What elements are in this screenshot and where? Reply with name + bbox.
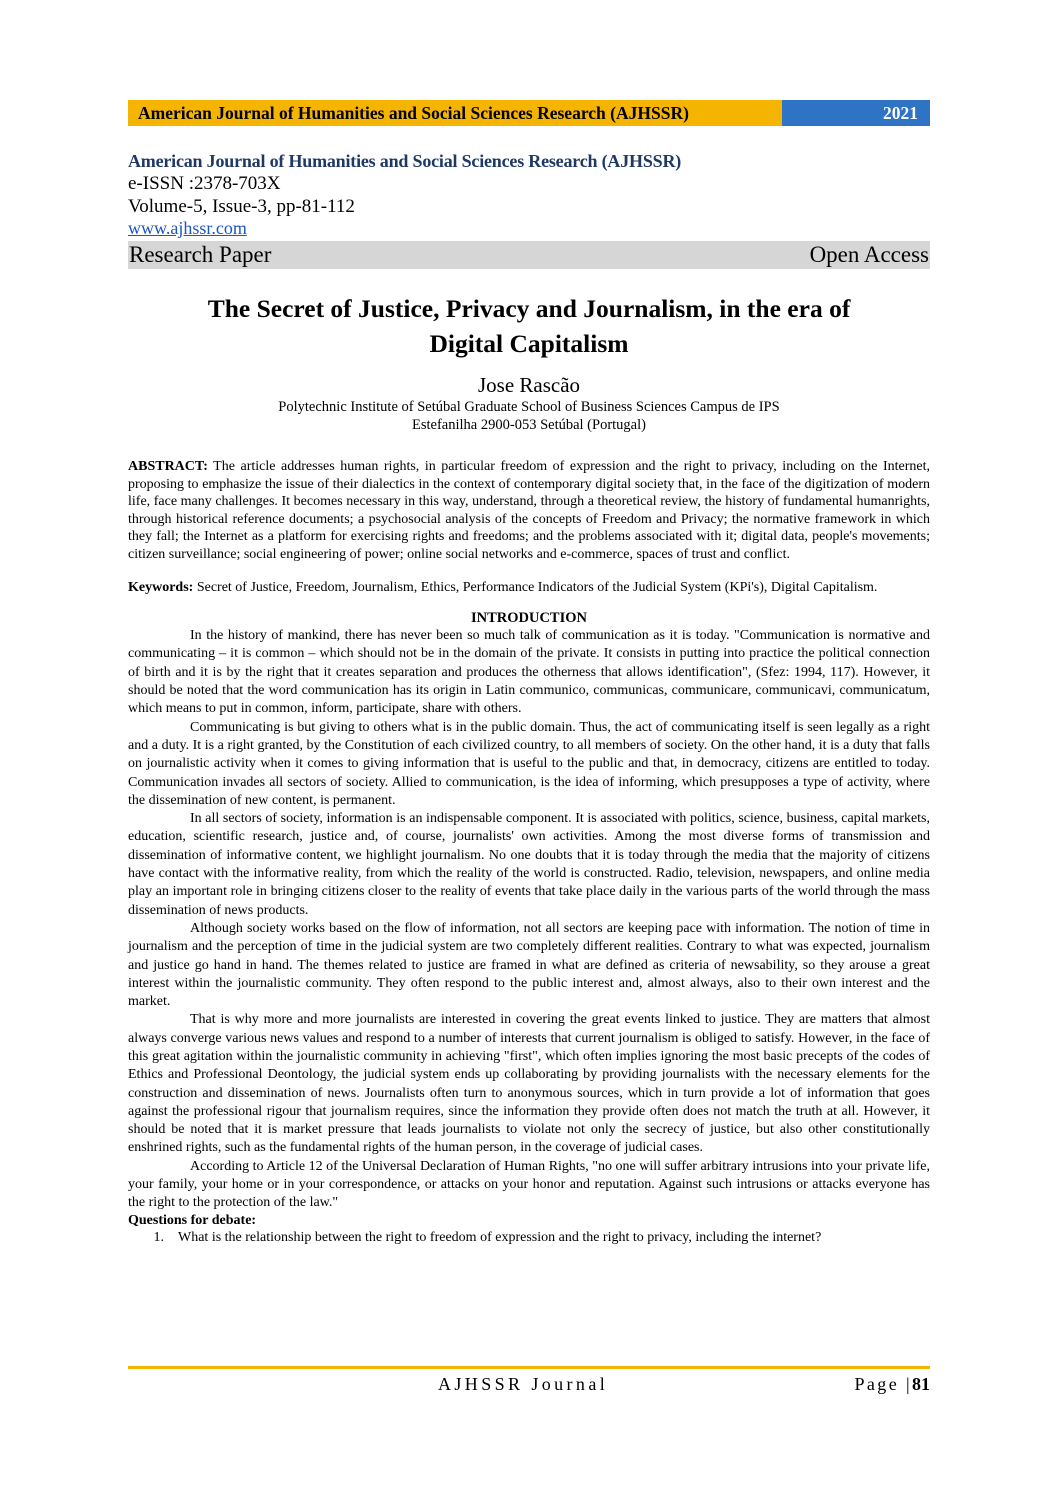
footer-page	[855, 1373, 931, 1395]
running-header-journal: American Journal of Humanities and Social Sciences Research (AJHSSR)	[128, 100, 782, 126]
journal-website-link[interactable]: www.ajhssr.com	[128, 218, 247, 238]
section-heading-introduction: INTRODUCTION	[470, 610, 587, 627]
running-header-year: 2021	[782, 100, 930, 126]
keywords-text: Secret of Justice, Freedom, Journalism, Ethics, Performance Indicators of the Judicial System (KPi's), Digital Capitalism.	[193, 579, 878, 595]
question-text: What is the relationship between the right to freedom of expression and the right to privacy, including the internet?	[178, 1229, 822, 1245]
journal-name: American Journal of Humanities and Social Sciences Research (AJHSSR)	[128, 151, 682, 171]
intro-paragraph: According to Article 12 of the Universal Declaration of Human Rights, "no one will suffer arbitrary intrusions into your private life, your family, your home or in your correspondence, or attacks on your honor and reputation. Against such intrusions or attacks everyone has the right to the protection of the law."	[128, 1158, 930, 1211]
intro-paragraph: Although society works based on the flow of information, not all sectors are keeping pace with information. The notion of time in journalism and the perception of time in the judicial system are two completely different realities. Contrary to what was expected, journalism and justice go hand in hand. The themes related to justice are framed in what are defined as criteria of newsability, so they arouse a great interest within the journalistic community. They often respond to the public interest and, almost always, also to their own interest and the market.	[128, 920, 930, 1010]
affiliation-line-2: Estefanilha 2900-053 Setúbal (Portugal)	[412, 417, 646, 433]
abstract-label: ABSTRACT:	[128, 459, 208, 474]
question-number: 1.	[153, 1229, 164, 1245]
keywords-label: Keywords:	[128, 579, 194, 595]
footer-rule	[128, 1366, 930, 1369]
paper-title-line-2: Digital Capitalism	[429, 329, 629, 358]
abstract	[128, 458, 930, 564]
paper-type-bar	[128, 241, 930, 269]
question-item	[128, 1229, 930, 1247]
intro-paragraph: Communicating is but giving to others what is in the public domain. Thus, the act of communicating itself is seen legally as a right and a duty. It is a right granted, by the Constitution of each civilized country, to all members of society. On the other hand, it is a duty that falls on journalistic activity when it comes to giving information that is useful to the public and that, in democracy, citizens are entitled to today. Communication invades all sectors of society. Allied to communication, is the idea of informing, which presupposes a type of activity, where the dissemination of new content, is permanent.	[128, 719, 930, 808]
affiliation-line-1: Polytechnic Institute of Setúbal Graduate School of Business Sciences Campus de IPS	[278, 399, 780, 415]
volume-info: Volume-5, Issue-3, pp-81-112	[128, 196, 355, 217]
footer-page-label: Page |	[854, 1374, 912, 1394]
footer-journal: AJHSSR Journal	[438, 1374, 609, 1394]
intro-paragraph: In the history of mankind, there has never been so much talk of communication as it is today. "Communication is normative and communicating – it is common – which should not be in the domain of the private. It consists in putting into practice the political connection of birth and it is by the right that it creates separation and produces the otherness that allows identification", (Sfez: 1994, 117). However, it should be noted that the word communication has its origin in Latin communico, communicas, communicare, communicavi, communicatum, which means to put in common, inform, participate, share with others.	[128, 628, 930, 717]
paper-type: Research Paper	[129, 242, 272, 267]
abstract-text: The article addresses human rights, in particular freedom of expression and the right to privacy, including on the Internet, proposing to emphasize the issue of their dialectics in the context of contemporary digital society that, in the face of the digitization of modern life, face many challenges. It becomes necessary in this way, understand, through a theoretical review, the history of fundamental humanrights, through historical reference documents; a psychosocial analysis of the concepts of Freedom and Privacy; the normative framework in which they fall; the Internet as a platform for exercising rights and freedoms; and the problems associated with it; digital data, people's movements; citizen surveillance; social engineering of power; online social networks and e-commerce, spaces of trust and conflict.	[128, 459, 930, 562]
intro-paragraph: In all sectors of society, information is an indispensable component. It is associated with politics, science, business, capital markets, education, scientific research, justice and, of course, journalists' own activities. Among the most diverse forms of transmission and dissemination of informative content, we highlight journalism. No one doubts that it is today through the media that the majority of citizens have contact with the informative reality, from which the reality of the world is constructed. Radio, television, newspapers, and online media play an important role in bringing citizens closer to the reality of events that take place daily in the various parts of the world through the mass dissemination of news products.	[128, 811, 930, 918]
paper-title-line-1: The Secret of Justice, Privacy and Journalism, in the era of	[207, 294, 851, 323]
access-type: Open Access	[809, 242, 929, 267]
page-number: 81	[912, 1374, 930, 1394]
paper-title	[128, 291, 930, 361]
intro-paragraph: That is why more and more journalists are interested in covering the great events linked to justice. They are matters that almost always converge various news values and respond to a number of interests that current journalism is obliged to satisfy. However, in the face of this great agitation within the journalistic community in achieving "first", which often implies ignoring the most basic precepts of the codes of Ethics and Professional Deontology, the judicial system ends up collaborating by providing journalists with the necessary elements for the construction and dissemination of news. Journalists often turn to anonymous sources, which in turn provide a lot of information that goes against the professional rigour that journalism requires, since the information they provide often does not match the truth at all. However, it should be noted that it is market pressure that leads journalists to violate not only the secrecy of justice, but also other constitutionally enshrined rights, such as the fundamental rights of the human person, in the coverage of judicial cases.	[128, 1012, 930, 1156]
running-header	[128, 100, 930, 126]
author-name: Jose Rascão	[477, 373, 581, 397]
questions-heading: Questions for debate:	[128, 1212, 257, 1228]
keywords	[128, 579, 930, 597]
issn: e-ISSN :2378-703X	[128, 173, 281, 194]
paper-page	[128, 100, 930, 1247]
